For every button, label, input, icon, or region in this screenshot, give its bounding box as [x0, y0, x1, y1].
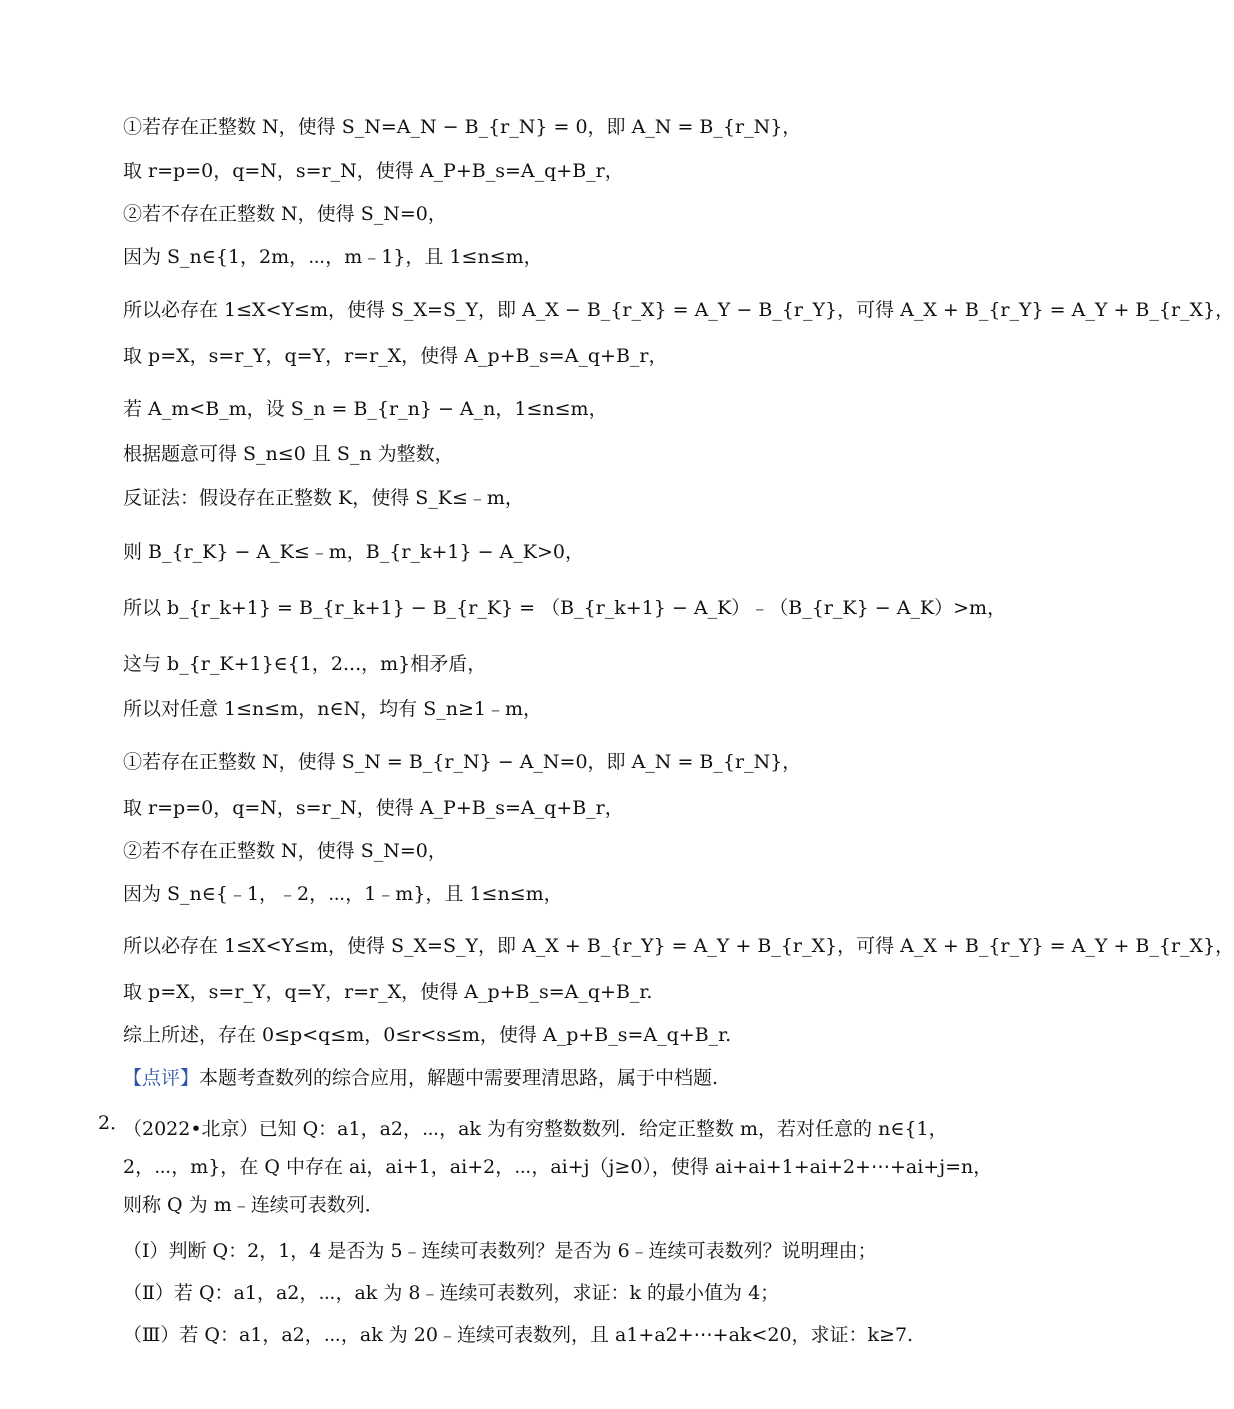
solution-line-14: ①若存在正整数 N，使得 S_N = B_{r_N} − A_N=0，即 A_N = B_{r_N}， [123, 751, 802, 773]
problem-part-1: （Ⅰ）判断 Q：2，1，4 是否为 5﹣连续可表数列？是否为 6﹣连续可表数列？说明理由； [123, 1240, 877, 1262]
solution-line-4: 因为 S_n∈{1，2m，⋯，m﹣1}，且 1≤n≤m， [123, 246, 543, 268]
solution-line-5: 所以必存在 1≤X<Y≤m，使得 S_X=S_Y，即 A_X − B_{r_X} = A_Y − B_{r_Y}，可得 A_X + B_{r_Y} = A_Y + B_{r_X}， [123, 299, 1234, 321]
solution-line-19: 取 p=X，s=r_Y，q=Y，r=r_X，使得 A_p+B_s=A_q+B_r. [123, 981, 653, 1003]
solution-line-17: 因为 S_n∈{﹣1，﹣2，⋯，1﹣m}，且 1≤n≤m， [123, 883, 563, 905]
solution-line-2: 取 r=p=0，q=N，s=r_N，使得 A_P+B_s=A_q+B_r， [123, 160, 624, 182]
solution-line-3: ②若不存在正整数 N，使得 S_N=0， [123, 203, 447, 225]
solution-line-18: 所以必存在 1≤X<Y≤m，使得 S_X=S_Y，即 A_X + B_{r_Y} = A_Y + B_{r_X}，可得 A_X + B_{r_Y} = A_Y + B_{r_X}， [123, 935, 1234, 957]
solution-line-6: 取 p=X，s=r_Y，q=Y，r=r_X，使得 A_p+B_s=A_q+B_r， [123, 345, 668, 367]
review-line [123, 1065, 1020, 1091]
solution-line-11: 所以 b_{r_k+1} = B_{r_k+1} − B_{r_K} = （B_{r_k+1} − A_K）﹣（B_{r_K} − A_K）>m， [123, 597, 1007, 619]
review-tag: 【点评】 [123, 1067, 200, 1089]
solution-line-13: 所以对任意 1≤n≤m，n∈N，均有 S_n≥1﹣m， [123, 698, 542, 720]
problem-part-2: （Ⅱ）若 Q：a1，a2，⋯，ak 为 8﹣连续可表数列，求证：k 的最小值为 4； [123, 1282, 780, 1304]
solution-line-1: ①若存在正整数 N，使得 S_N=A_N − B_{r_N} = 0，即 A_N = B_{r_N}， [123, 116, 802, 138]
review-text: 本题考查数列的综合应用，解题中需要理清思路，属于中档题. [199, 1067, 719, 1089]
solution-line-10: 则 B_{r_K} − A_K≤﹣m，B_{r_k+1} − A_K>0， [123, 541, 584, 563]
problem-part-3: （Ⅲ）若 Q：a1，a2，⋯，ak 为 20﹣连续可表数列，且 a1+a2+⋯+ak<20，求证：k≥7. [123, 1324, 914, 1346]
solution-line-15: 取 r=p=0，q=N，s=r_N，使得 A_P+B_s=A_q+B_r， [123, 797, 624, 819]
solution-line-12: 这与 b_{r_K+1}∈{1，2...，m}相矛盾， [123, 653, 487, 675]
solution-line-20: 综上所述，存在 0≤p<q≤m，0≤r<s≤m，使得 A_p+B_s=A_q+B_r. [123, 1024, 732, 1046]
solution-line-16: ②若不存在正整数 N，使得 S_N=0， [123, 840, 447, 862]
problem-number: 2． [98, 1112, 130, 1134]
solution-line-9: 反证法：假设存在正整数 K，使得 S_K≤﹣m， [123, 487, 524, 509]
problem-stem: （2022•北京）已知 Q：a1，a2，⋯，ak 为有穷整数数列．给定正整数 m，若对任意的 n∈{1，2，⋯，m}，在 Q 中存在 ai，ai+1，ai+2，⋯，ai+j（j≥0），使得 ai+ai+1+ai+2+⋯+ai+j=n，则称 Q 为 m﹣连续可表数列． [123, 1118, 993, 1216]
solution-line-8: 根据题意可得 S_n≤0 且 S_n 为整数， [123, 443, 454, 465]
solution-line-7: 若 A_m<B_m，设 S_n = B_{r_n} − A_n，1≤n≤m， [123, 398, 608, 420]
